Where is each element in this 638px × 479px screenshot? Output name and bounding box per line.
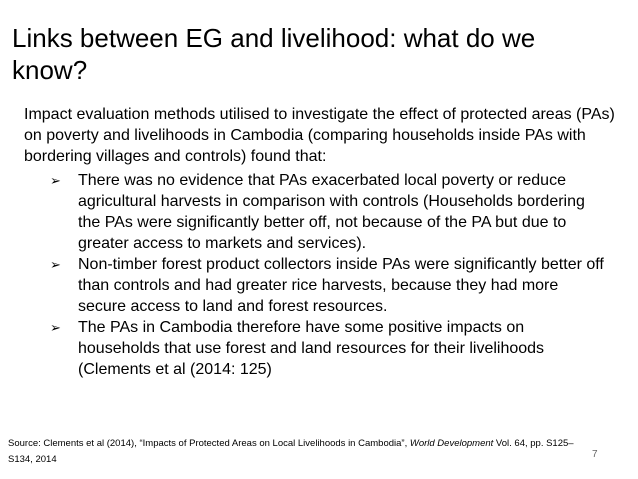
source-suffix: Vol. 64, pp. S125–S134, 2014 (8, 438, 574, 465)
source-prefix: Source: Clements et al (2014), “Impacts of Protected Areas on Local Livelihoods in Cambodia”, (8, 438, 408, 449)
bullet-item (50, 254, 610, 317)
arrow-bullet-icon: ➢ (50, 173, 61, 188)
bullet-text: The PAs in Cambodia therefore have some positive impacts on households that use forest and land resources for their livelihoods (Clements et al (2014: 125) (78, 319, 545, 378)
page-number: 7 (592, 449, 598, 460)
bullet-item (50, 170, 610, 254)
bullet-text: Non-timber forest product collectors inside PAs were significantly better off than controls and had greater rice harvests, because they had more secure access to land and forest resources. (78, 256, 604, 315)
intro-paragraph: Impact evaluation methods utilised to investigate the effect of protected areas (PAs) on poverty and livelihoods in Cambodia (comparing households inside PAs with bordering villages and controls) found that: (24, 106, 615, 165)
arrow-bullet-icon: ➢ (50, 320, 61, 335)
source-journal: World Development (409, 438, 494, 449)
source-citation (8, 436, 588, 468)
slide-title: Links between EG and livelihood: what do we know? (12, 23, 536, 85)
bullet-item (50, 317, 610, 380)
bullet-list (50, 170, 610, 380)
arrow-bullet-icon: ➢ (50, 257, 61, 272)
bullet-text: There was no evidence that PAs exacerbated local poverty or reduce agricultural harvests in comparison with controls (Households bordering the PAs were significantly better off, not because of the PA but due to greater access to markets and services). (78, 172, 585, 252)
